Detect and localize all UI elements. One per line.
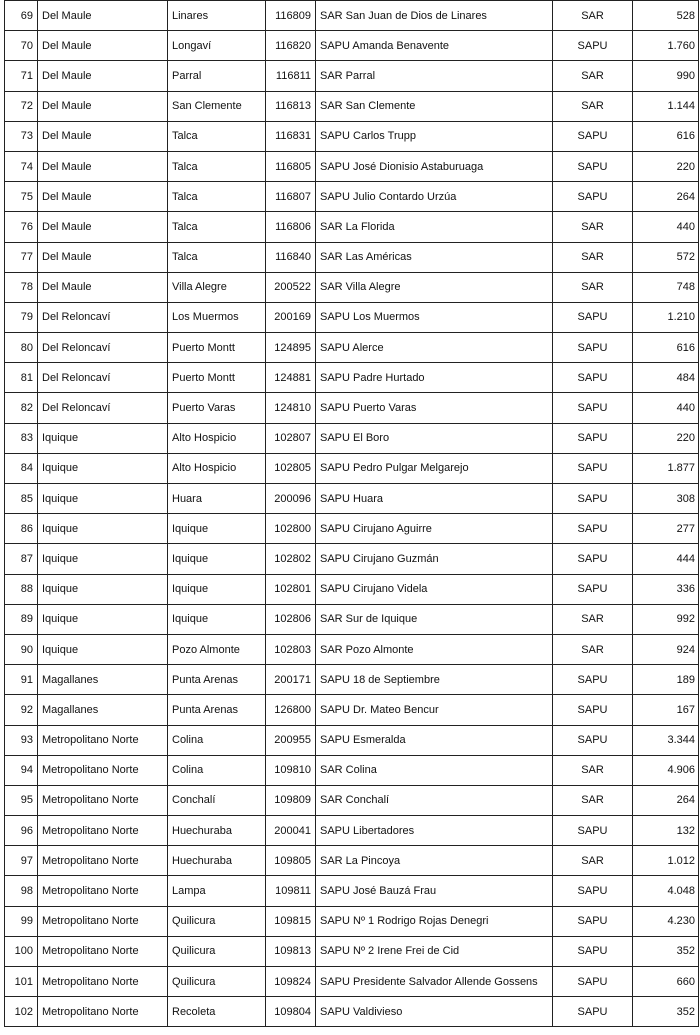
facility-code-cell: 124881 — [266, 363, 316, 393]
table-row — [5, 876, 699, 906]
facility-name-cell: SAR La Pincoya — [316, 846, 553, 876]
facility-name-cell: SAPU Cirujano Videla — [316, 574, 553, 604]
region-cell: Del Maule — [38, 121, 168, 151]
facility-name-cell: SAR Conchalí — [316, 785, 553, 815]
comuna-cell: Colina — [168, 725, 266, 755]
value-cell: 440 — [633, 212, 699, 242]
value-cell: 660 — [633, 967, 699, 997]
facility-name-cell: SAR San Clemente — [316, 91, 553, 121]
region-cell: Del Maule — [38, 61, 168, 91]
region-cell: Del Maule — [38, 1, 168, 31]
table-row — [5, 514, 699, 544]
facility-code-cell: 116807 — [266, 182, 316, 212]
comuna-cell: Talca — [168, 212, 266, 242]
facility-type-cell: SAR — [553, 634, 633, 664]
region-cell: Del Reloncaví — [38, 393, 168, 423]
row-number-cell: 69 — [5, 1, 38, 31]
table-row — [5, 816, 699, 846]
region-cell: Metropolitano Norte — [38, 906, 168, 936]
facility-code-cell: 200096 — [266, 484, 316, 514]
value-cell: 308 — [633, 484, 699, 514]
value-cell: 264 — [633, 182, 699, 212]
facility-name-cell: SAR Pozo Almonte — [316, 634, 553, 664]
table-row — [5, 302, 699, 332]
region-cell: Iquique — [38, 604, 168, 634]
comuna-cell: Quilicura — [168, 906, 266, 936]
facility-code-cell: 109810 — [266, 755, 316, 785]
facility-code-cell: 109813 — [266, 936, 316, 966]
facility-code-cell: 102805 — [266, 453, 316, 483]
region-cell: Metropolitano Norte — [38, 997, 168, 1027]
facility-name-cell: SAR San Juan de Dios de Linares — [316, 1, 553, 31]
facility-type-cell: SAR — [553, 1, 633, 31]
table-row — [5, 242, 699, 272]
facility-type-cell: SAPU — [553, 967, 633, 997]
row-number-cell: 78 — [5, 272, 38, 302]
table-row — [5, 151, 699, 181]
facility-type-cell: SAPU — [553, 997, 633, 1027]
facility-code-cell: 126800 — [266, 695, 316, 725]
region-cell: Iquique — [38, 453, 168, 483]
value-cell: 1.760 — [633, 31, 699, 61]
facilities-table-sheet — [4, 0, 698, 1027]
facility-type-cell: SAR — [553, 212, 633, 242]
table-body — [5, 1, 699, 1027]
facility-type-cell: SAPU — [553, 302, 633, 332]
facility-name-cell: SAPU José Dionisio Astaburuaga — [316, 151, 553, 181]
comuna-cell: Iquique — [168, 574, 266, 604]
region-cell: Magallanes — [38, 695, 168, 725]
comuna-cell: Colina — [168, 755, 266, 785]
region-cell: Iquique — [38, 544, 168, 574]
region-cell: Metropolitano Norte — [38, 755, 168, 785]
comuna-cell: Recoleta — [168, 997, 266, 1027]
value-cell: 352 — [633, 936, 699, 966]
facility-code-cell: 102802 — [266, 544, 316, 574]
comuna-cell: Talca — [168, 121, 266, 151]
value-cell: 4.230 — [633, 906, 699, 936]
table-row — [5, 936, 699, 966]
table-row — [5, 1, 699, 31]
row-number-cell: 89 — [5, 604, 38, 634]
value-cell: 264 — [633, 785, 699, 815]
facility-type-cell: SAR — [553, 846, 633, 876]
facility-name-cell: SAPU 18 de Septiembre — [316, 665, 553, 695]
facility-code-cell: 116820 — [266, 31, 316, 61]
table-row — [5, 212, 699, 242]
region-cell: Metropolitano Norte — [38, 846, 168, 876]
comuna-cell: Talca — [168, 242, 266, 272]
value-cell: 336 — [633, 574, 699, 604]
table-row — [5, 333, 699, 363]
facility-code-cell: 116805 — [266, 151, 316, 181]
region-cell: Del Reloncaví — [38, 302, 168, 332]
value-cell: 616 — [633, 333, 699, 363]
row-number-cell: 79 — [5, 302, 38, 332]
region-cell: Del Maule — [38, 151, 168, 181]
facility-type-cell: SAPU — [553, 514, 633, 544]
value-cell: 132 — [633, 816, 699, 846]
facility-name-cell: SAPU Julio Contardo Urzúa — [316, 182, 553, 212]
facility-type-cell: SAPU — [553, 333, 633, 363]
facility-code-cell: 109809 — [266, 785, 316, 815]
row-number-cell: 76 — [5, 212, 38, 242]
row-number-cell: 71 — [5, 61, 38, 91]
region-cell: Iquique — [38, 484, 168, 514]
facility-type-cell: SAPU — [553, 876, 633, 906]
value-cell: 924 — [633, 634, 699, 664]
region-cell: Del Maule — [38, 182, 168, 212]
value-cell: 3.344 — [633, 725, 699, 755]
row-number-cell: 73 — [5, 121, 38, 151]
facility-code-cell: 109815 — [266, 906, 316, 936]
value-cell: 528 — [633, 1, 699, 31]
facility-code-cell: 116840 — [266, 242, 316, 272]
table-row — [5, 665, 699, 695]
facility-name-cell: SAPU Puerto Varas — [316, 393, 553, 423]
table-row — [5, 997, 699, 1027]
comuna-cell: Huara — [168, 484, 266, 514]
facility-code-cell: 116813 — [266, 91, 316, 121]
region-cell: Metropolitano Norte — [38, 816, 168, 846]
facility-type-cell: SAPU — [553, 574, 633, 604]
facility-code-cell: 102806 — [266, 604, 316, 634]
table-row — [5, 604, 699, 634]
comuna-cell: Quilicura — [168, 936, 266, 966]
row-number-cell: 86 — [5, 514, 38, 544]
comuna-cell: Parral — [168, 61, 266, 91]
comuna-cell: San Clemente — [168, 91, 266, 121]
comuna-cell: Conchalí — [168, 785, 266, 815]
facility-name-cell: SAR Colina — [316, 755, 553, 785]
region-cell: Magallanes — [38, 665, 168, 695]
comuna-cell: Alto Hospicio — [168, 423, 266, 453]
comuna-cell: Talca — [168, 182, 266, 212]
facility-name-cell: SAPU Alerce — [316, 333, 553, 363]
comuna-cell: Linares — [168, 1, 266, 31]
facility-type-cell: SAPU — [553, 393, 633, 423]
row-number-cell: 88 — [5, 574, 38, 604]
facility-type-cell: SAPU — [553, 31, 633, 61]
facility-code-cell: 102800 — [266, 514, 316, 544]
table-row — [5, 695, 699, 725]
facility-name-cell: SAPU Padre Hurtado — [316, 363, 553, 393]
facility-type-cell: SAPU — [553, 453, 633, 483]
facility-name-cell: SAPU Nº 1 Rodrigo Rojas Denegri — [316, 906, 553, 936]
facility-code-cell: 200171 — [266, 665, 316, 695]
value-cell: 444 — [633, 544, 699, 574]
row-number-cell: 72 — [5, 91, 38, 121]
table-row — [5, 755, 699, 785]
facility-type-cell: SAPU — [553, 423, 633, 453]
table-row — [5, 91, 699, 121]
table-row — [5, 61, 699, 91]
table-row — [5, 393, 699, 423]
facility-type-cell: SAPU — [553, 936, 633, 966]
row-number-cell: 97 — [5, 846, 38, 876]
comuna-cell: Villa Alegre — [168, 272, 266, 302]
value-cell: 616 — [633, 121, 699, 151]
comuna-cell: Huechuraba — [168, 846, 266, 876]
table-row — [5, 574, 699, 604]
value-cell: 1.877 — [633, 453, 699, 483]
row-number-cell: 93 — [5, 725, 38, 755]
table-row — [5, 272, 699, 302]
row-number-cell: 70 — [5, 31, 38, 61]
facility-code-cell: 200955 — [266, 725, 316, 755]
comuna-cell: Alto Hospicio — [168, 453, 266, 483]
facilities-table — [4, 0, 699, 1027]
facility-code-cell: 102803 — [266, 634, 316, 664]
value-cell: 992 — [633, 604, 699, 634]
facility-name-cell: SAPU Cirujano Guzmán — [316, 544, 553, 574]
row-number-cell: 87 — [5, 544, 38, 574]
comuna-cell: Quilicura — [168, 967, 266, 997]
comuna-cell: Puerto Varas — [168, 393, 266, 423]
facility-type-cell: SAR — [553, 272, 633, 302]
row-number-cell: 99 — [5, 906, 38, 936]
facility-name-cell: SAPU José Bauzá Frau — [316, 876, 553, 906]
value-cell: 277 — [633, 514, 699, 544]
value-cell: 220 — [633, 423, 699, 453]
row-number-cell: 77 — [5, 242, 38, 272]
comuna-cell: Los Muermos — [168, 302, 266, 332]
table-row — [5, 544, 699, 574]
row-number-cell: 100 — [5, 936, 38, 966]
row-number-cell: 96 — [5, 816, 38, 846]
row-number-cell: 98 — [5, 876, 38, 906]
facility-type-cell: SAR — [553, 242, 633, 272]
region-cell: Iquique — [38, 574, 168, 604]
region-cell: Del Maule — [38, 212, 168, 242]
value-cell: 440 — [633, 393, 699, 423]
facility-name-cell: SAPU El Boro — [316, 423, 553, 453]
facility-name-cell: SAPU Valdivieso — [316, 997, 553, 1027]
facility-name-cell: SAPU Cirujano Aguirre — [316, 514, 553, 544]
facility-code-cell: 109824 — [266, 967, 316, 997]
table-row — [5, 363, 699, 393]
facility-code-cell: 116809 — [266, 1, 316, 31]
row-number-cell: 91 — [5, 665, 38, 695]
comuna-cell: Pozo Almonte — [168, 634, 266, 664]
facility-code-cell: 102801 — [266, 574, 316, 604]
facility-code-cell: 116811 — [266, 61, 316, 91]
facility-type-cell: SAPU — [553, 906, 633, 936]
facility-type-cell: SAPU — [553, 121, 633, 151]
value-cell: 167 — [633, 695, 699, 725]
region-cell: Metropolitano Norte — [38, 967, 168, 997]
row-number-cell: 94 — [5, 755, 38, 785]
facility-type-cell: SAR — [553, 785, 633, 815]
comuna-cell: Puerto Montt — [168, 363, 266, 393]
table-row — [5, 967, 699, 997]
region-cell: Iquique — [38, 423, 168, 453]
row-number-cell: 75 — [5, 182, 38, 212]
comuna-cell: Iquique — [168, 544, 266, 574]
row-number-cell: 85 — [5, 484, 38, 514]
row-number-cell: 84 — [5, 453, 38, 483]
facility-type-cell: SAPU — [553, 816, 633, 846]
table-row — [5, 906, 699, 936]
value-cell: 990 — [633, 61, 699, 91]
comuna-cell: Lampa — [168, 876, 266, 906]
comuna-cell: Punta Arenas — [168, 695, 266, 725]
table-row — [5, 484, 699, 514]
comuna-cell: Iquique — [168, 514, 266, 544]
facility-type-cell: SAPU — [553, 695, 633, 725]
facility-code-cell: 116831 — [266, 121, 316, 151]
value-cell: 220 — [633, 151, 699, 181]
comuna-cell: Talca — [168, 151, 266, 181]
facility-type-cell: SAR — [553, 91, 633, 121]
facility-name-cell: SAR Parral — [316, 61, 553, 91]
value-cell: 1.210 — [633, 302, 699, 332]
facility-code-cell: 200041 — [266, 816, 316, 846]
facility-name-cell: SAPU Libertadores — [316, 816, 553, 846]
region-cell: Del Reloncaví — [38, 333, 168, 363]
value-cell: 748 — [633, 272, 699, 302]
facility-type-cell: SAPU — [553, 182, 633, 212]
row-number-cell: 101 — [5, 967, 38, 997]
row-number-cell: 95 — [5, 785, 38, 815]
row-number-cell: 90 — [5, 634, 38, 664]
table-row — [5, 725, 699, 755]
comuna-cell: Iquique — [168, 604, 266, 634]
table-row — [5, 453, 699, 483]
row-number-cell: 102 — [5, 997, 38, 1027]
facility-code-cell: 109804 — [266, 997, 316, 1027]
row-number-cell: 80 — [5, 333, 38, 363]
facility-name-cell: SAPU Presidente Salvador Allende Gossens — [316, 967, 553, 997]
facility-code-cell: 109805 — [266, 846, 316, 876]
facility-type-cell: SAPU — [553, 484, 633, 514]
region-cell: Iquique — [38, 514, 168, 544]
facility-type-cell: SAPU — [553, 151, 633, 181]
facility-name-cell: SAPU Esmeralda — [316, 725, 553, 755]
facility-name-cell: SAPU Pedro Pulgar Melgarejo — [316, 453, 553, 483]
region-cell: Del Maule — [38, 91, 168, 121]
facility-name-cell: SAR La Florida — [316, 212, 553, 242]
comuna-cell: Puerto Montt — [168, 333, 266, 363]
facility-type-cell: SAPU — [553, 665, 633, 695]
facility-code-cell: 200169 — [266, 302, 316, 332]
region-cell: Metropolitano Norte — [38, 876, 168, 906]
region-cell: Metropolitano Norte — [38, 725, 168, 755]
row-number-cell: 74 — [5, 151, 38, 181]
region-cell: Del Reloncaví — [38, 363, 168, 393]
facility-name-cell: SAPU Huara — [316, 484, 553, 514]
comuna-cell: Huechuraba — [168, 816, 266, 846]
facility-name-cell: SAPU Amanda Benavente — [316, 31, 553, 61]
facility-name-cell: SAPU Los Muermos — [316, 302, 553, 332]
facility-type-cell: SAPU — [553, 725, 633, 755]
region-cell: Metropolitano Norte — [38, 785, 168, 815]
region-cell: Iquique — [38, 634, 168, 664]
facility-name-cell: SAPU Carlos Trupp — [316, 121, 553, 151]
facility-name-cell: SAR Las Américas — [316, 242, 553, 272]
row-number-cell: 83 — [5, 423, 38, 453]
facility-type-cell: SAR — [553, 61, 633, 91]
table-row — [5, 634, 699, 664]
facility-type-cell: SAPU — [553, 544, 633, 574]
region-cell: Metropolitano Norte — [38, 936, 168, 966]
row-number-cell: 92 — [5, 695, 38, 725]
value-cell: 1.012 — [633, 846, 699, 876]
facility-name-cell: SAR Villa Alegre — [316, 272, 553, 302]
comuna-cell: Punta Arenas — [168, 665, 266, 695]
table-row — [5, 846, 699, 876]
facility-name-cell: SAR Sur de Iquique — [316, 604, 553, 634]
table-row — [5, 182, 699, 212]
facility-code-cell: 200522 — [266, 272, 316, 302]
row-number-cell: 82 — [5, 393, 38, 423]
facility-name-cell: SAPU Nº 2 Irene Frei de Cid — [316, 936, 553, 966]
facility-type-cell: SAR — [553, 755, 633, 785]
table-row — [5, 785, 699, 815]
region-cell: Del Maule — [38, 242, 168, 272]
facility-code-cell: 124895 — [266, 333, 316, 363]
facility-code-cell: 109811 — [266, 876, 316, 906]
value-cell: 572 — [633, 242, 699, 272]
table-row — [5, 423, 699, 453]
comuna-cell: Longaví — [168, 31, 266, 61]
table-row — [5, 31, 699, 61]
facility-type-cell: SAR — [553, 604, 633, 634]
value-cell: 189 — [633, 665, 699, 695]
value-cell: 4.906 — [633, 755, 699, 785]
region-cell: Del Maule — [38, 31, 168, 61]
value-cell: 1.144 — [633, 91, 699, 121]
facility-type-cell: SAPU — [553, 363, 633, 393]
value-cell: 352 — [633, 997, 699, 1027]
region-cell: Del Maule — [38, 272, 168, 302]
facility-code-cell: 124810 — [266, 393, 316, 423]
facility-code-cell: 116806 — [266, 212, 316, 242]
value-cell: 4.048 — [633, 876, 699, 906]
value-cell: 484 — [633, 363, 699, 393]
facility-code-cell: 102807 — [266, 423, 316, 453]
facility-name-cell: SAPU Dr. Mateo Bencur — [316, 695, 553, 725]
row-number-cell: 81 — [5, 363, 38, 393]
table-row — [5, 121, 699, 151]
